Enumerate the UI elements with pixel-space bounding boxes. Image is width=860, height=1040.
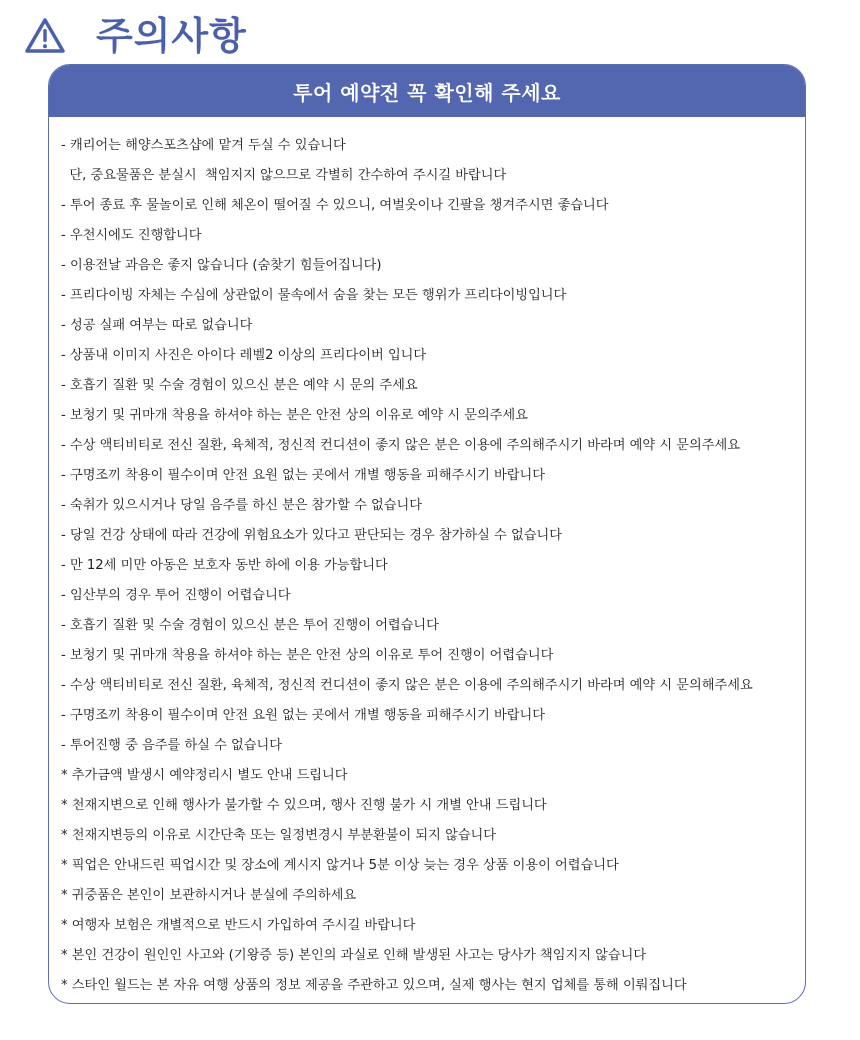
notice-item: - 투어진행 중 음주를 하실 수 없습니다 bbox=[61, 738, 282, 753]
notice-box bbox=[48, 64, 806, 1004]
notice-item: * 귀중품은 본인이 보관하시거나 분실에 주의하세요 bbox=[61, 888, 357, 903]
page-header bbox=[24, 10, 247, 62]
notice-item: 단, 중요물품은 분실시 책임지지 않으므로 각별히 간수하여 주시길 바랍니다 bbox=[61, 168, 507, 183]
notice-item: - 당일 건강 상태에 따라 건강에 위험요소가 있다고 판단되는 경우 참가하실 수 없습니다 bbox=[61, 528, 562, 543]
notice-item: * 본인 건강이 원인인 사고와 (기왕증 등) 본인의 과실로 인해 발생된 사고는 당사가 책임지지 않습니다 bbox=[61, 948, 647, 963]
notice-item: - 수상 액티비티로 전신 질환, 육체적, 정신적 컨디션이 좋지 않은 분은 이용에 주의해주시기 바라며 예약 시 문의주세요 bbox=[61, 438, 740, 453]
notice-item: * 추가금액 발생시 예약정리시 별도 안내 드립니다 bbox=[61, 768, 348, 783]
notice-item: - 보청기 및 귀마개 착용을 하셔야 하는 분은 안전 상의 이유로 투어 진행이 어렵습니다 bbox=[61, 648, 554, 663]
notice-item: * 픽업은 안내드린 픽업시간 및 장소에 계시지 않거나 5분 이상 늦는 경우 상품 이용이 어렵습니다 bbox=[61, 858, 619, 873]
notice-item: - 이용전날 과음은 좋지 않습니다 (숨찾기 힘들어집니다) bbox=[61, 258, 382, 273]
notice-item: - 투어 종료 후 물놀이로 인해 체온이 떨어질 수 있으니, 여벌옷이나 긴팔을 챙겨주시면 좋습니다 bbox=[61, 198, 609, 213]
notice-item: * 천재지변으로 인해 행사가 불가할 수 있으며, 행사 진행 불가 시 개별 안내 드립니다 bbox=[61, 798, 547, 813]
notice-item: - 우천시에도 진행합니다 bbox=[61, 228, 202, 243]
notice-item: * 천재지변등의 이유로 시간단축 또는 일정변경시 부분환불이 되지 않습니다 bbox=[61, 828, 497, 843]
warning-icon bbox=[24, 16, 66, 56]
notice-item: - 보청기 및 귀마개 착용을 하셔야 하는 분은 안전 상의 이유로 예약 시 문의주세요 bbox=[61, 408, 528, 423]
notice-banner: 투어 예약전 꼭 확인해 주세요 bbox=[49, 65, 805, 117]
notice-item: - 임산부의 경우 투어 진행이 어렵습니다 bbox=[61, 588, 291, 603]
notice-item: * 여행자 보험은 개별적으로 반드시 가입하여 주시길 바랍니다 bbox=[61, 918, 416, 933]
notice-item: - 성공 실패 여부는 따로 없습니다 bbox=[61, 318, 253, 333]
notice-item: - 구명조끼 착용이 필수이며 안전 요원 없는 곳에서 개별 행동을 피해주시기 바랍니다 bbox=[61, 708, 545, 723]
notice-item: - 상품내 이미지 사진은 아이다 레벨2 이상의 프리다이버 입니다 bbox=[61, 348, 427, 363]
notice-item: * 스타인 월드는 본 자유 여행 상품의 정보 제공을 주관하고 있으며, 실제 행사는 현지 업체를 통해 이뤄집니다 bbox=[61, 978, 687, 993]
notice-item: - 숙취가 있으시거나 당일 음주를 하신 분은 참가할 수 없습니다 bbox=[61, 498, 422, 513]
notice-item: - 호흡기 질환 및 수술 경험이 있으신 분은 투어 진행이 어렵습니다 bbox=[61, 618, 439, 633]
notice-item: - 수상 액티비티로 전신 질환, 육체적, 정신적 컨디션이 좋지 않은 분은 이용에 주의해주시기 바라며 예약 시 문의해주세요 bbox=[61, 678, 753, 693]
page-title: 주의사항 bbox=[96, 14, 247, 58]
notice-item: - 캐리어는 해양스포츠샵에 맡겨 두실 수 있습니다 bbox=[61, 138, 346, 153]
notice-item: - 만 12세 미만 아동은 보호자 동반 하에 이용 가능합니다 bbox=[61, 558, 388, 573]
notice-item: - 구명조끼 착용이 필수이며 안전 요원 없는 곳에서 개별 행동을 피해주시기 바랍니다 bbox=[61, 468, 545, 483]
notice-item: - 프리다이빙 자체는 수심에 상관없이 물속에서 숨을 찾는 모든 행위가 프리다이빙입니다 bbox=[61, 288, 567, 303]
notice-list bbox=[49, 117, 805, 1001]
notice-item: - 호흡기 질환 및 수술 경험이 있으신 분은 예약 시 문의 주세요 bbox=[61, 378, 418, 393]
